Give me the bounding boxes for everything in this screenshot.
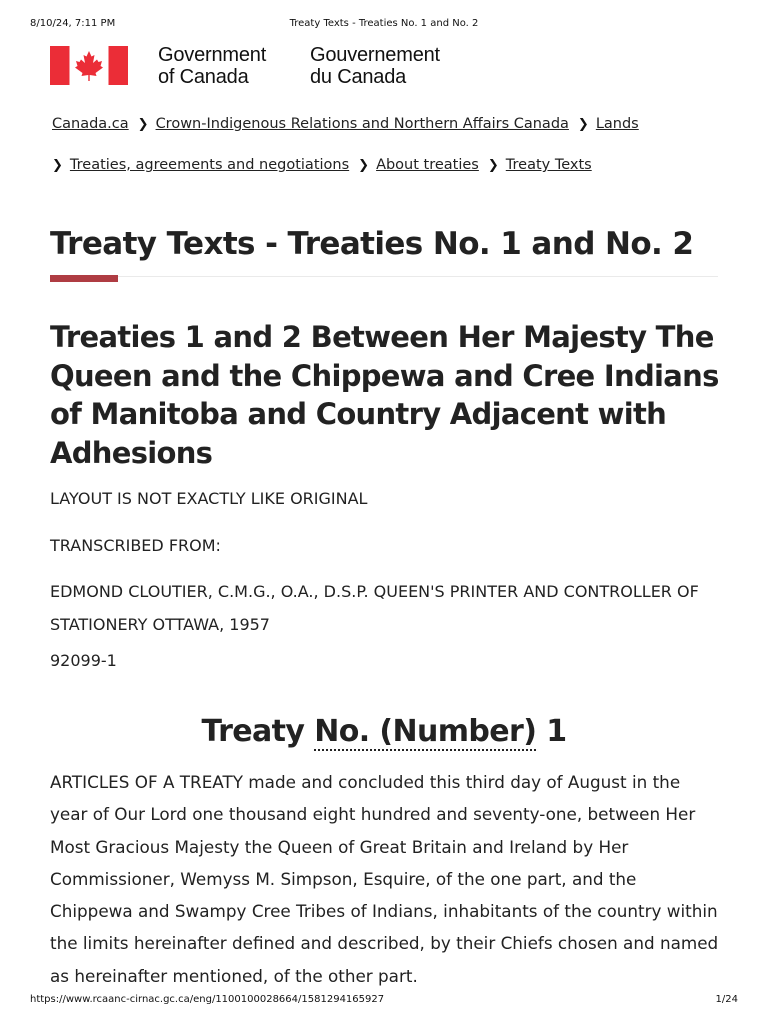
number-abbreviation[interactable]: No. (Number) [314, 714, 537, 749]
print-url: https://www.rcaanc-cirnac.gc.ca/eng/1100100028664/1581294165927 [30, 994, 385, 1005]
wordmark-en-line2: of Canada [158, 66, 249, 88]
wordmark-en-line1: Government [158, 44, 267, 66]
page-title: Treaty Texts - Treaties No. 1 and No. 2 [50, 226, 694, 262]
treaty-heading-suffix: 1 [536, 714, 567, 749]
breadcrumb-link-about-treaties[interactable]: About treaties [376, 157, 479, 173]
chevron-right-icon: ❯ [137, 117, 149, 132]
wordmark-english [158, 44, 266, 88]
breadcrumb-link-cirnac[interactable]: Crown-Indigenous Relations and Northern Affairs Canada [155, 116, 569, 132]
wordmark-fr-line1: Gouvernement [310, 44, 440, 66]
chevron-right-icon: ❯ [577, 117, 589, 132]
document-number: 92099-1 [50, 651, 117, 670]
canada-flag-icon [50, 46, 128, 85]
title-divider [50, 276, 718, 277]
chevron-right-icon: ❯ [487, 158, 499, 173]
page-number: 1/24 [715, 994, 738, 1005]
print-header [30, 18, 738, 29]
transcribed-from-label: TRANSCRIBED FROM: [50, 536, 221, 555]
breadcrumb [52, 116, 639, 132]
wordmark-fr-line2: du Canada [310, 66, 407, 88]
treaty-heading-prefix: Treaty [201, 714, 315, 749]
breadcrumb-continued [52, 157, 592, 173]
printer-credit: EDMOND CLOUTIER, C.M.G., O.A., D.S.P. QUEEN'S PRINTER AND CONTROLLER OF STATIONERY OTTAWA, 1957 [50, 582, 699, 634]
articles-paragraph: ARTICLES OF A TREATY made and concluded this third day of August in the year of Our Lord one thousand eight hundred and seventy-one, between Her Most Gracious Majesty the Queen of Great Britain and Ireland by Her Commissioner, Wemyss M. Simpson, Esquire, of the one part, and the Chippewa and Swampy Cree Tribes of Indians, inhabitants of the country within the limits hereinafter defined and described, by their Chiefs chosen and named as hereinafter mentioned, of the other part. [50, 772, 719, 986]
print-page-title: Treaty Texts - Treaties No. 1 and No. 2 [289, 18, 479, 29]
chevron-right-icon: ❯ [358, 158, 370, 173]
print-datetime: 8/10/24, 7:11 PM [30, 18, 116, 29]
breadcrumb-link-treaties-agreements[interactable]: Treaties, agreements and negotiations [69, 157, 350, 173]
chevron-right-icon: ❯ [52, 158, 63, 173]
breadcrumb-link-lands[interactable]: Lands [595, 116, 639, 132]
treaty-subtitle: Treaties 1 and 2 Between Her Majesty The Queen and the Chippewa and Cree Indians of Manitoba and Country Adjacent with Adhesions [50, 320, 719, 470]
title-accent-bar [50, 275, 118, 282]
print-footer [30, 994, 738, 1005]
breadcrumb-link-treaty-texts[interactable]: Treaty Texts [505, 157, 592, 173]
treaty-heading [0, 714, 768, 749]
wordmark-french [310, 44, 440, 88]
layout-note: LAYOUT IS NOT EXACTLY LIKE ORIGINAL [50, 489, 368, 508]
breadcrumb-link-canada[interactable]: Canada.ca [52, 116, 129, 132]
